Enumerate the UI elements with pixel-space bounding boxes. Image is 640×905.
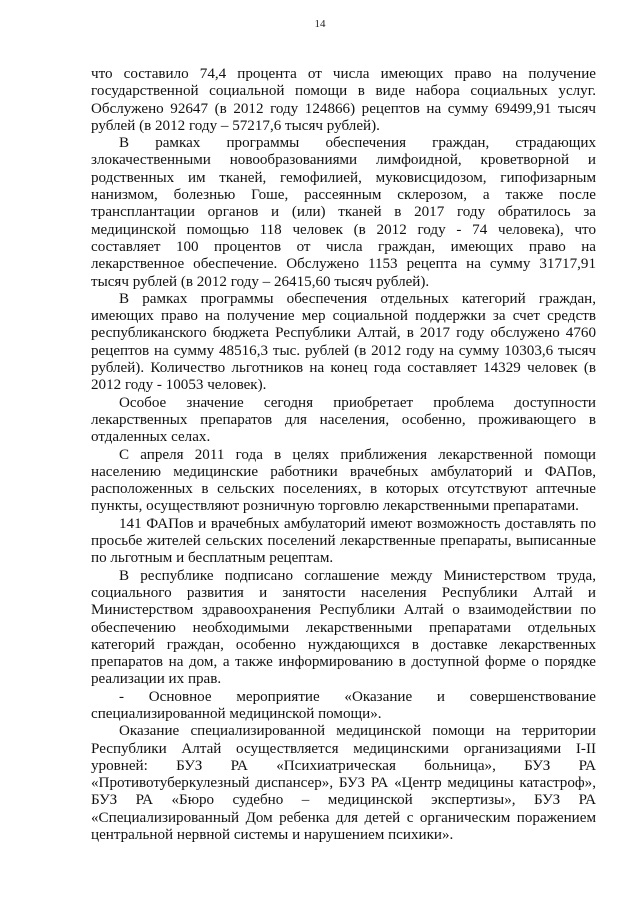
paragraph-continuation: что составило 74,4 процента от числа имеющих право на получение государственной социальной помощи в виде набора социальных услуг. Обслужено 92647 (в 2012 году 124866) рецептов на сумму 69499,91 тысяч рублей (в 2012 году – 57217,6 тысяч рублей). <box>91 66 596 134</box>
paragraph-rural-retail: С апреля 2011 года в целях приближения лекарственной помощи населению медицинские работники врачебных амбулаторий и ФАПов, расположенных в сельских поселениях, в которых отсутствуют аптечные пункты, осуществляют розничную торговлю лекарственными препаратами. <box>91 446 596 515</box>
paragraph-rare-diseases-program: В рамках программы обеспечения граждан, страдающих злокачественными новообразованиями лимфоидной, кроветворной и родственных им тканей, гемофилией, муковисцидозом, гипофизарным нанизмом, болезнью Гоше, рассеянным склерозом, а также после трансплантации органов и (или) тканей в 2017 году обратилось за медицинской помощью 118 человек (в 2012 году - 74 человека), что составляет 100 процентов от числа граждан, имеющих право на лекарственное обеспечение. Обслужено 1153 рецепта на сумму 31717,91 тысяч рублей (в 2012 году – 26415,60 тысяч рублей). <box>91 135 596 290</box>
paragraph-drug-availability: Особое значение сегодня приобретает проблема доступности лекарственных препаратов для населения, особенно, проживающего в отдаленных селах. <box>91 394 596 446</box>
paragraph-regional-budget-program: В рамках программы обеспечения отдельных категорий граждан, имеющих право на получение мер социальной поддержки за счет средств республиканского бюджета Республики Алтай, в 2017 году обслужено 4760 рецептов на сумму 48516,3 тыс. рублей (в 2012 году на сумму 10303,6 тысяч рублей). Количество льготников на конец года составляет 14329 человек (в 2012 году - 10053 человек). <box>91 290 596 394</box>
page-number: 14 <box>314 18 326 30</box>
paragraph-ministry-agreement: В республике подписано соглашение между Министерством труда, социального развития и занятости населения Республики Алтай и Министерством здравоохранения Республики Алтай о взаимодействии по обеспечению необходимыми лекарственными препаратами отдельных категорий граждан, особенно нуждающихся в доставке лекарственных препаратов на дом, а также информированию в доступной форме о порядке реализации их прав. <box>91 567 596 688</box>
paragraph-specialized-care: Оказание специализированной медицинской помощи на территории Республики Алтай осуществляется медицинскими организациями I-II уровней: БУЗ РА «Психиатрическая больница», БУЗ РА «Противотуберкулезный диспансер», БУЗ РА «Центр медицины катастроф», БУЗ РА «Бюро судебно – медицинской экспертизы», БУЗ РА «Специализированный Дом ребенка для детей с органическим поражением центральной нервной системы и нарушением психики». <box>91 723 596 844</box>
paragraph-main-activity: - Основное мероприятие «Оказание и совершенствование специализированной медицинской помощи». <box>91 688 596 722</box>
document-body <box>91 66 596 844</box>
paragraph-fap-delivery: 141 ФАПов и врачебных амбулаторий имеют возможность доставлять по просьбе жителей сельских поселений лекарственные препараты, выписанные по льготным и бесплатным рецептам. <box>91 515 596 567</box>
